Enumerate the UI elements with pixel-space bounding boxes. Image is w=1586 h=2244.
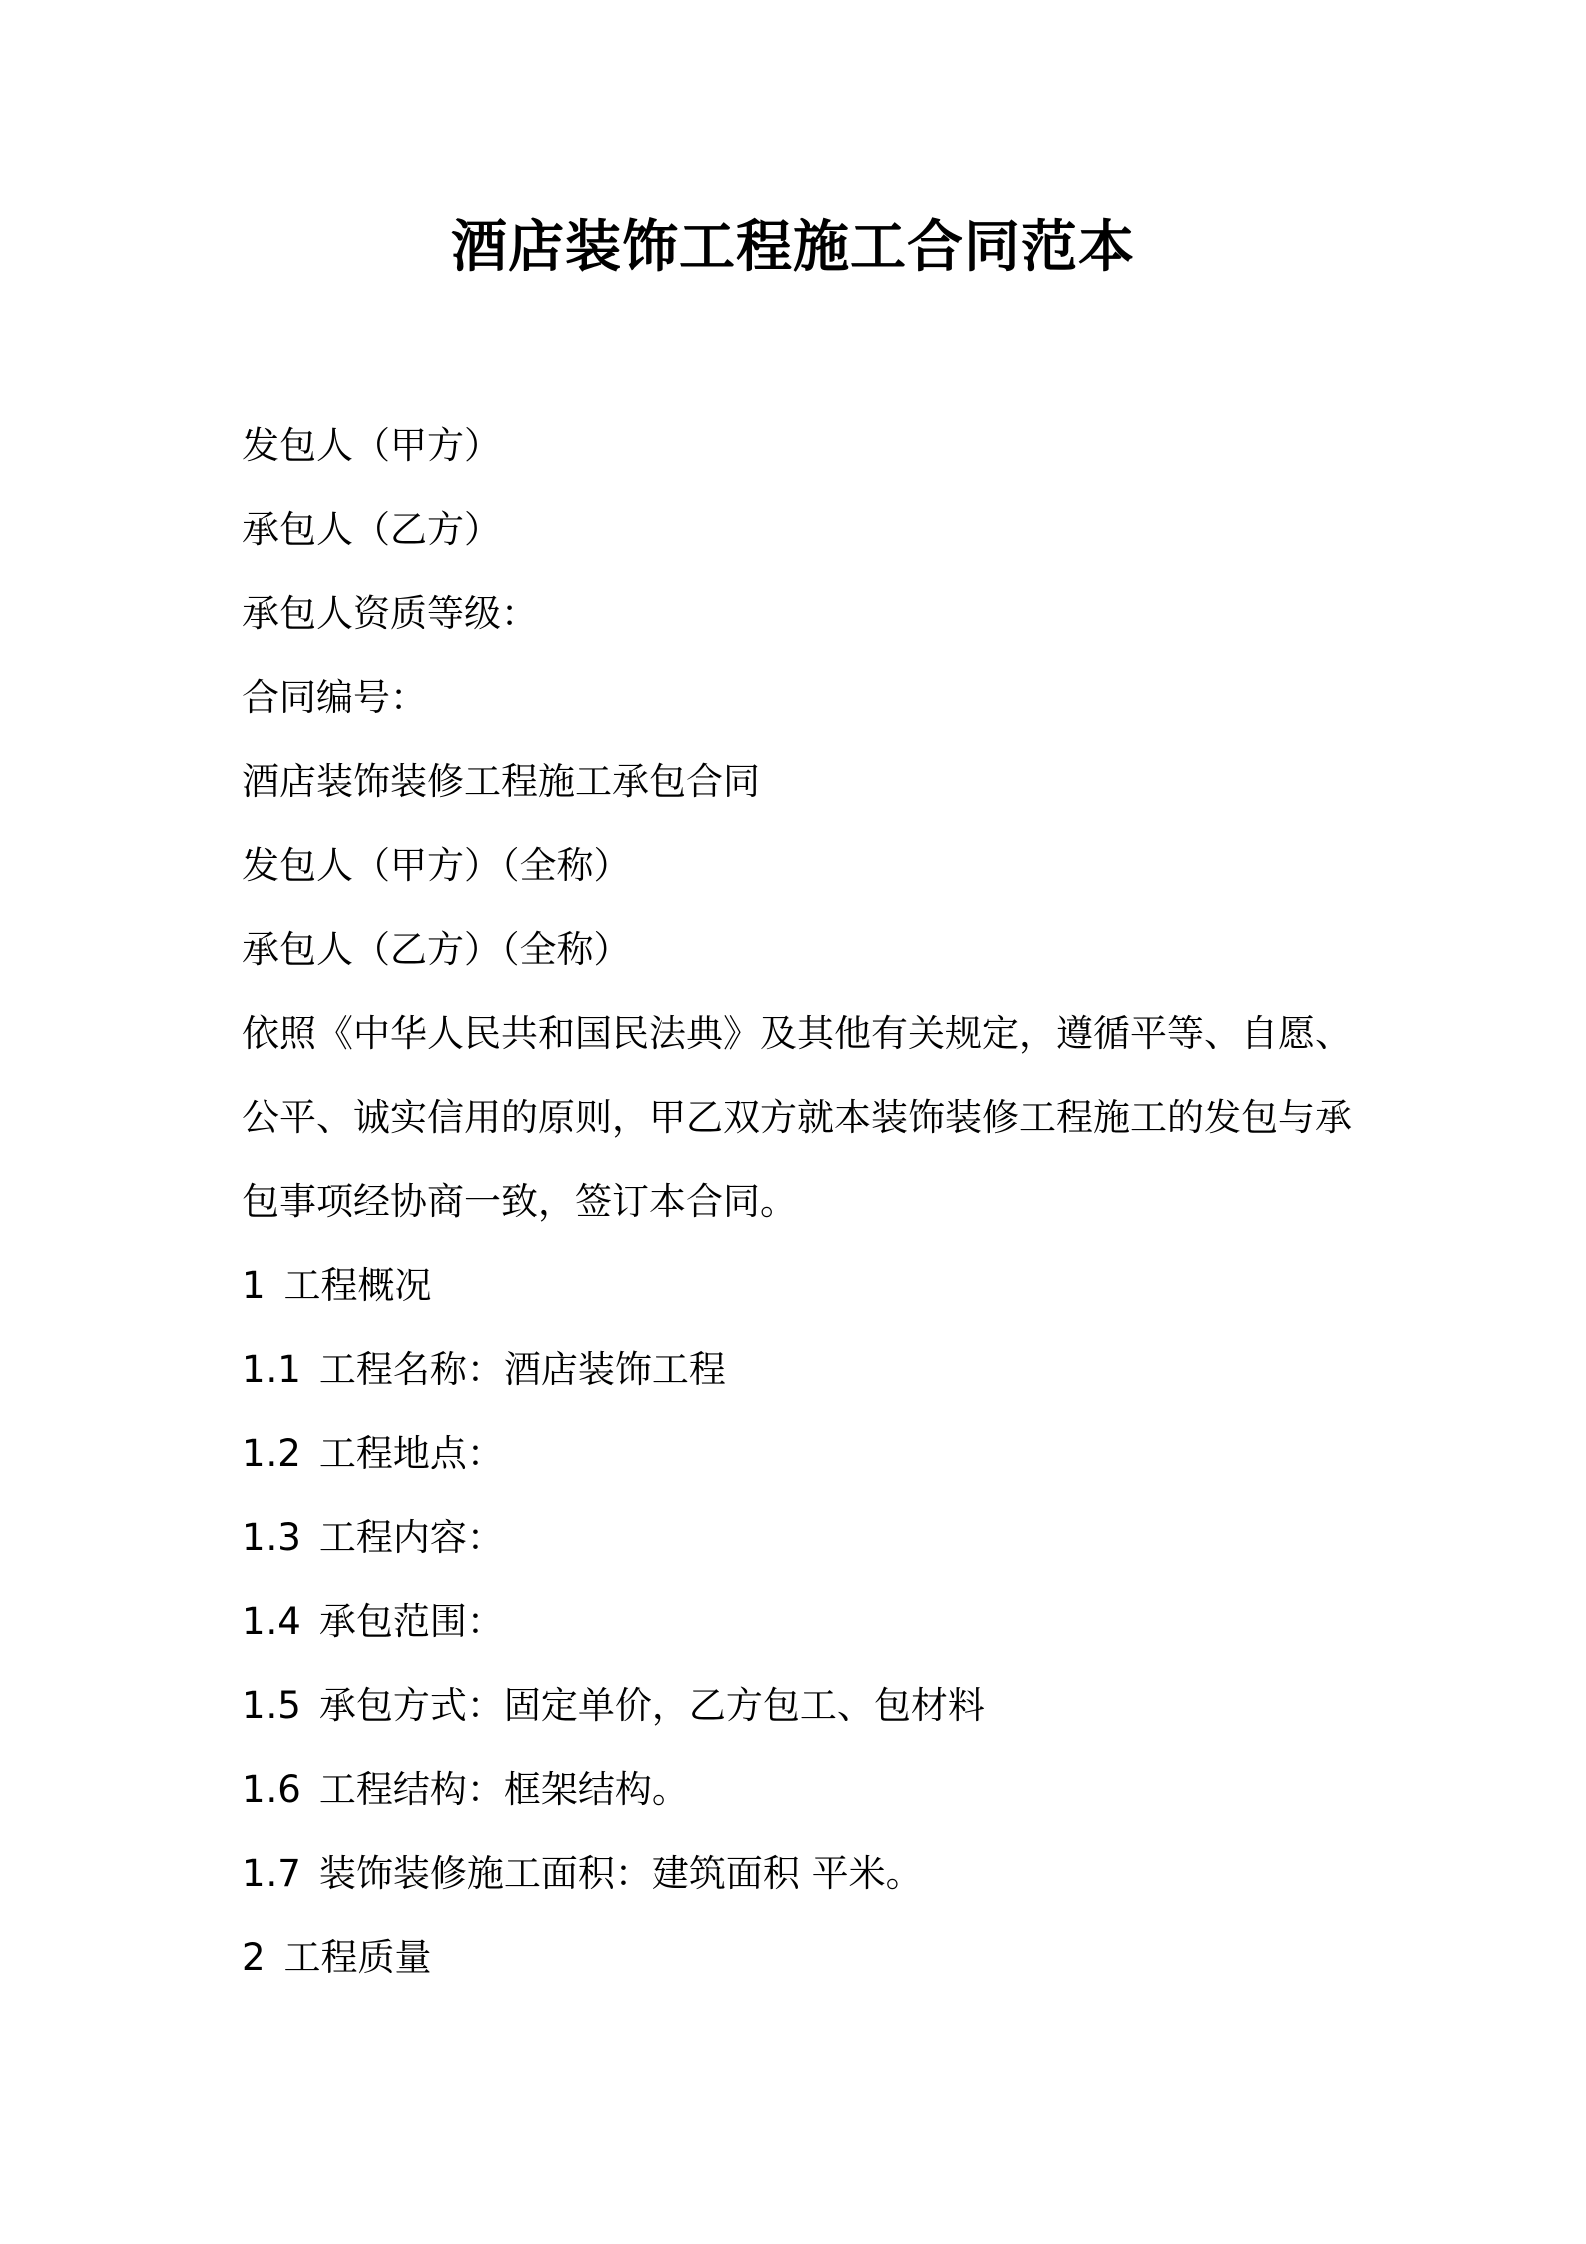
section-item	[242, 1328, 1362, 1412]
section-heading	[242, 1244, 1362, 1328]
section-text: 工程质量	[283, 1936, 432, 1979]
employer-field: 发包人（甲方）	[242, 424, 501, 467]
section-item	[242, 1580, 1362, 1664]
preamble-line: 公平、诚实信用的原则，甲乙双方就本装饰装修工程施工的发包与承	[242, 1096, 1352, 1139]
section-text: 工程结构：框架结构。	[318, 1768, 689, 1811]
employer-full-name-field: 发包人（甲方）（全称）	[242, 844, 631, 887]
qualification-field: 承包人资质等级：	[242, 592, 538, 635]
section-number: 1.6	[242, 1768, 301, 1811]
contract-heading: 酒店装饰装修工程施工承包合同	[242, 760, 760, 803]
contractor-field: 承包人（乙方）	[242, 508, 501, 551]
section-number: 1.4	[242, 1600, 301, 1643]
section-item	[242, 1412, 1362, 1496]
section-item	[242, 1748, 1362, 1832]
document-body	[242, 404, 1362, 2000]
section-item	[242, 1664, 1362, 1748]
section-number: 1.3	[242, 1516, 301, 1559]
preamble-line: 包事项经协商一致，签订本合同。	[242, 1180, 797, 1223]
section-number: 1.5	[242, 1684, 301, 1727]
section-text: 工程概况	[283, 1264, 432, 1307]
section-heading	[242, 1916, 1362, 2000]
section-text: 装饰装修施工面积：建筑面积 平米。	[318, 1852, 923, 1895]
section-item	[242, 1496, 1362, 1580]
section-number: 1.7	[242, 1852, 301, 1895]
contractor-full-name-field: 承包人（乙方）（全称）	[242, 928, 631, 971]
section-text: 工程名称：酒店装饰工程	[318, 1348, 726, 1391]
section-number: 1.2	[242, 1432, 301, 1475]
preamble-line: 依照《中华人民共和国民法典》及其他有关规定，遵循平等、自愿、	[242, 1012, 1352, 1055]
section-number: 1	[242, 1264, 266, 1307]
section-text: 承包范围：	[318, 1600, 504, 1643]
section-item	[242, 1832, 1362, 1916]
document-title: 酒店装饰工程施工合同范本	[451, 215, 1135, 280]
section-text: 工程内容：	[318, 1516, 504, 1559]
section-number: 2	[242, 1936, 266, 1979]
section-text: 工程地点：	[318, 1432, 504, 1475]
section-number: 1.1	[242, 1348, 301, 1391]
contract-number-field: 合同编号：	[242, 676, 427, 719]
section-text: 承包方式：固定单价，乙方包工、包材料	[318, 1684, 985, 1727]
